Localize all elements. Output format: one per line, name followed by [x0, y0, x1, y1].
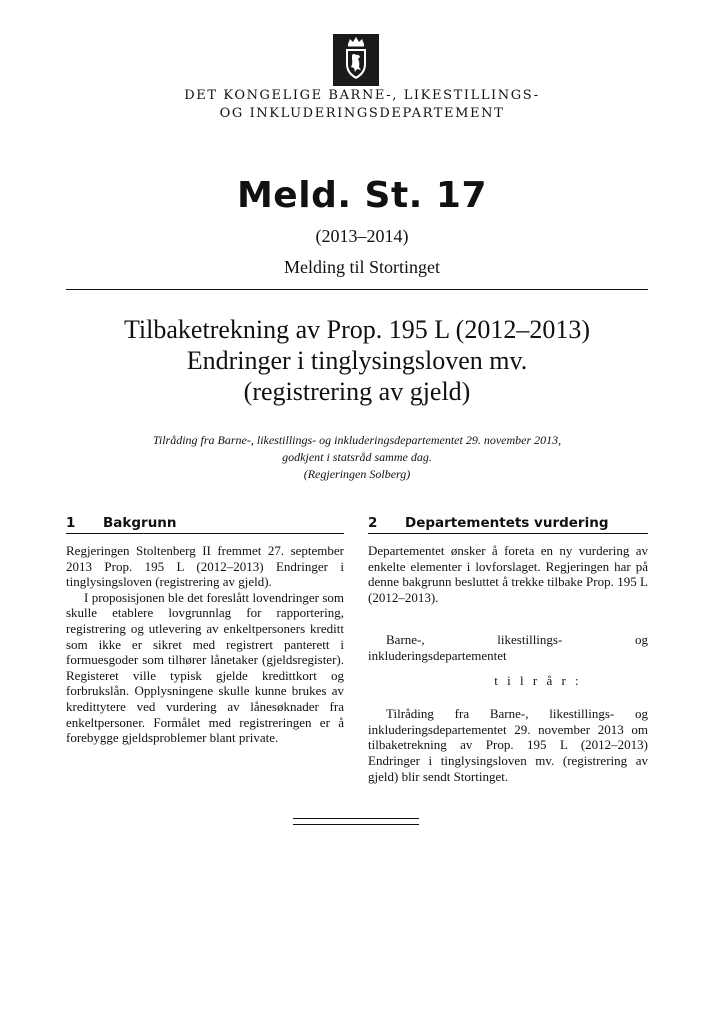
recommendation-line-2: godkjent i statsråd samme dag. — [282, 450, 432, 464]
title-line-1: Tilbaketrekning av Prop. 195 L (2012–2013) — [123, 315, 591, 344]
session-years: (2013–2014) — [315, 226, 409, 246]
ministry-line-2: OG INKLUDERINGSDEPARTEMENT — [219, 106, 505, 121]
section-heading-2 — [368, 513, 648, 534]
ministry-line-1: DET KONGELIGE BARNE-, LIKESTILLINGS- — [184, 88, 540, 103]
paragraph: Tilråding fra Barne-, likestillings- og inkluderingsdepartementet 29. november 2013 om tilbaketrekning av Prop. 195 L (2012–2013) Endringer i tinglysingsloven mv. (registrering av gjeld) blir sendt Stortinget. — [368, 706, 648, 784]
section-title: Bakgrunn — [103, 515, 177, 531]
section-number: 2 — [368, 515, 378, 531]
section-body-2 — [368, 543, 648, 784]
section-body-1 — [66, 543, 344, 746]
end-rule — [293, 818, 419, 819]
document-type: Melding til Stortinget — [284, 257, 440, 277]
divider — [66, 289, 648, 290]
paragraph: Regjeringen Stoltenberg II fremmet 27. september 2013 Prop. 195 L (2012–2013) Endringer i tinglysingsloven (registrering av gjeld). — [66, 543, 344, 590]
section-number: 1 — [66, 515, 76, 531]
recommendation-note — [66, 432, 648, 483]
recommendation-line-1: Tilråding fra Barne-, likestillings- og inkluderingsdepartementet 29. november 2013, — [152, 433, 562, 447]
section-title: Departementets vurdering — [405, 515, 609, 531]
section-heading-1 — [66, 513, 344, 534]
paragraph: I proposisjonen ble det foreslått lovendringer som skulle etablere lovgrunnlag for rapportering, registrering og utlevering av enkeltpersoners kreditt som ikke er sikret med registrert panterett i formuesgoder som tilhører lånetaker (gjeldsregister). Registeret ville typisk gjelde kredittkort og forbrukslån. Opplysningene skulle kunne brukes av kredittytere ved vurdering av lånesøknader fra enkeltpersoner. Formålet med registreringen er å forebygge gjeldsproblemer blant private. — [66, 589, 344, 746]
end-rule — [293, 824, 419, 825]
coat-of-arms-icon — [333, 34, 379, 86]
recommendation-line-3: (Regjeringen Solberg) — [303, 467, 411, 481]
ministry-name — [150, 87, 574, 123]
document-title — [66, 314, 648, 407]
title-line-2: Endringer i tinglysingsloven mv. — [186, 346, 528, 375]
paragraph-recommender: Barne-, likestillings- og inkluderingsdepartementet — [368, 632, 648, 663]
paragraph-recommends: t i l r å r : — [494, 672, 582, 688]
paragraph: Departementet ønsker å foreta en ny vurdering av enkelte elementer i lovforslaget. Regjeringen har på denne bakgrunn besluttet å trekke tilbake Prop. 195 L (2012–2013). — [368, 543, 648, 605]
document-number: Meld. St. 17 — [236, 175, 487, 216]
title-line-3: (registrering av gjeld) — [243, 377, 471, 406]
